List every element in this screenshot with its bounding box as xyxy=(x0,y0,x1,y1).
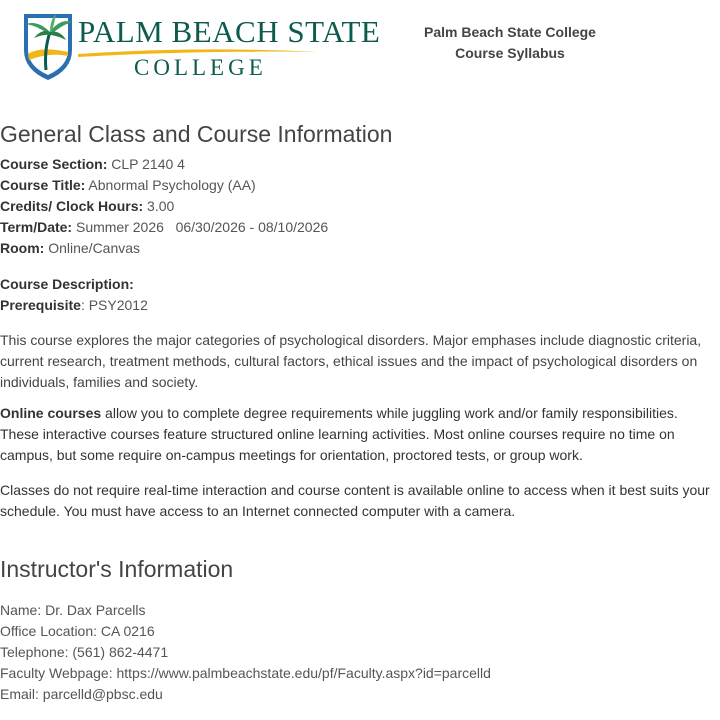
field-label: Course Section: xyxy=(0,156,108,172)
field-credits xyxy=(0,196,328,217)
classes-paragraph: Classes do not require real-time interaction and course content is available online to access when it best suits your schedule. You must have access to an Internet connected computer with a camera. xyxy=(0,482,710,519)
field-value: Online/Canvas xyxy=(44,240,141,256)
field-course-title xyxy=(0,175,328,196)
online-courses-bold: Online courses xyxy=(0,405,102,421)
field-value: Abnormal Psychology (AA) xyxy=(85,177,256,193)
header-caption xyxy=(405,22,615,64)
field-label: Room: xyxy=(0,240,45,256)
instructor-info-heading: Instructor's Information xyxy=(0,556,234,582)
instructor-details xyxy=(0,600,491,705)
field-term-date xyxy=(0,217,328,238)
field-label: Term/Date: xyxy=(0,219,73,235)
field-label: Course Title: xyxy=(0,177,86,193)
instructor-webpage[interactable]: Faculty Webpage: https://www.palmbeachstate.edu/pf/Faculty.aspx?id=parcelld xyxy=(0,665,491,681)
college-name: Palm Beach State College xyxy=(424,24,596,40)
field-value: CLP 2140 4 xyxy=(107,156,185,172)
instructor-email[interactable]: Email: parcelld@pbsc.edu xyxy=(0,686,163,702)
online-courses-text: allow you to complete degree requirements while juggling work and/or family responsibilities. These interactive courses feature structured online learning activities. Most online courses require no time on campus, but some require on-campus meetings for orientation, proctored tests, or group work. xyxy=(0,405,678,463)
instructor-telephone: Telephone: (561) 862-4471 xyxy=(0,644,169,660)
instructor-office: Office Location: CA 0216 xyxy=(0,623,155,639)
prerequisite-value: : PSY2012 xyxy=(80,297,148,313)
instructor-name: Name: Dr. Dax Parcells xyxy=(0,602,146,618)
logo-subtitle: COLLEGE xyxy=(134,55,267,80)
course-description-block xyxy=(0,274,148,316)
document-type: Course Syllabus xyxy=(455,45,565,61)
field-room xyxy=(0,238,328,259)
college-logo[interactable] xyxy=(20,10,381,80)
palm-emblem-icon xyxy=(20,10,76,82)
prerequisite-label: Prerequisite xyxy=(0,297,81,313)
field-value: 3.00 xyxy=(143,198,175,214)
course-fields xyxy=(0,154,328,259)
logo-title: PALM BEACH STATE xyxy=(78,14,381,49)
online-courses-paragraph xyxy=(0,403,715,466)
general-info-heading: General Class and Course Information xyxy=(0,121,393,147)
description-label: Course Description: xyxy=(0,276,134,292)
field-value: Summer 2026 06/30/2026 - 08/10/2026 xyxy=(72,219,329,235)
course-description-text: This course explores the major categories of psychological disorders. Major emphases include diagnostic criteria, current research, treatment methods, cultural factors, ethical issues and the impact of psychological disorders on individuals, families and society. xyxy=(0,332,702,390)
page-header xyxy=(0,0,720,90)
field-course-section xyxy=(0,154,328,175)
field-label: Credits/ Clock Hours: xyxy=(0,198,144,214)
